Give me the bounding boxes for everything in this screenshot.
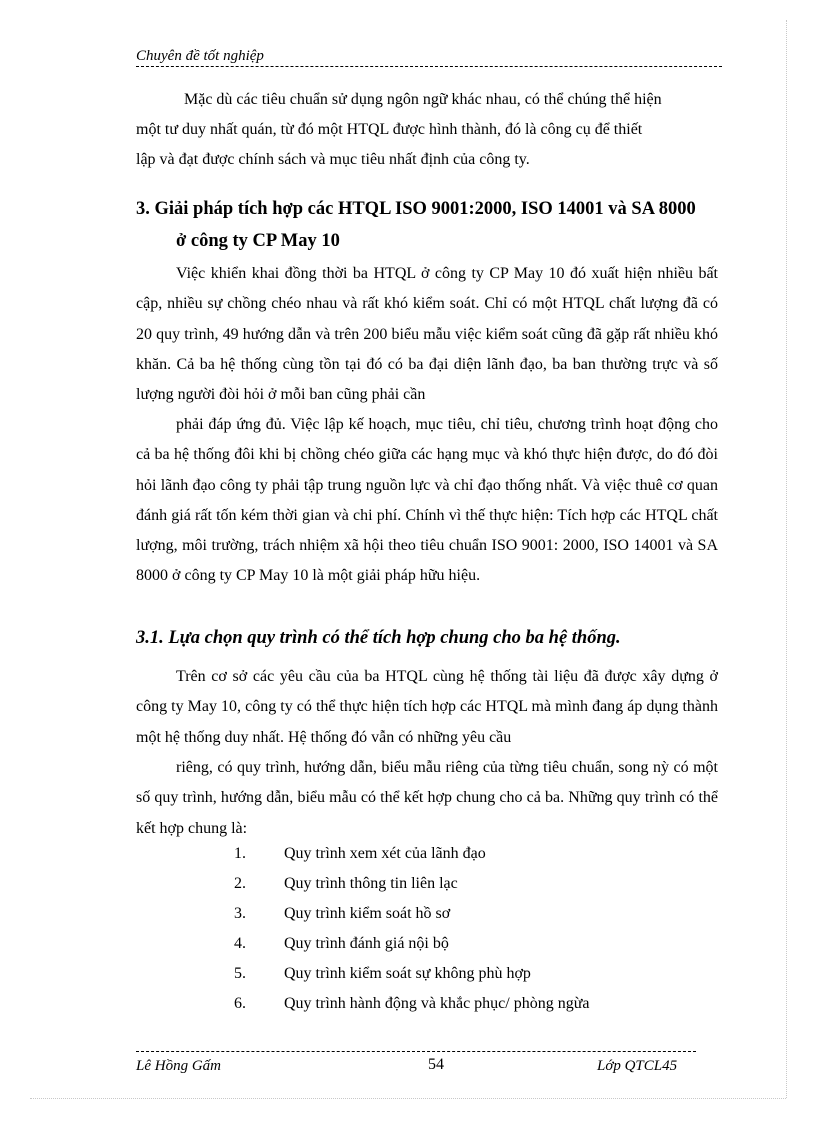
- section-3-1-paragraph-2: riêng, có quy trình, hướng dẫn, biểu mẫu riêng của từng tiêu chuẩn, song nỳ có một số quy trình, hướng dẫn, biểu mẫu có thể kết hợp chung cho cả ba. Những quy trình có thể kết hợp chung là:: [136, 759, 718, 837]
- list-text: Quy trình thông tin liên lạc: [284, 875, 458, 892]
- list-item: [234, 965, 531, 983]
- intro-line-3: lập và đạt được chính sách và mục tiêu nhất định của công ty.: [136, 151, 530, 168]
- section-3-paragraph-1: Việc khiển khai đồng thời ba HTQL ở công ty CP May 10 đó xuất hiện nhiều bất cập, nhiều sự chồng chéo nhau và rất khó kiểm soát. Chỉ có một HTQL chất lượng đã có 20 quy trình, 49 hướng dẫn và trên 200 biểu mẫu việc kiểm soát cũng đã gặp rất nhiều khó khăn. Cả ba hệ thống cùng tồn tại đó có ba đại diện lãnh đạo, ba ban thường trực và số lượng người đòi hỏi ở mỗi ban cũng phải cần: [136, 265, 718, 404]
- section-3-1-paragraph-1: Trên cơ sở các yêu cầu của ba HTQL cùng hệ thống tài liệu đã được xây dựng ở công ty May 10, công ty có thể thực hiện tích hợp các HTQL mà mình đang áp dụng thành một hệ thống duy nhất. Hệ thống đó vẫn có những yêu cầu: [136, 668, 718, 746]
- list-item: [234, 905, 450, 923]
- list-number: 5.: [234, 965, 246, 982]
- footer-class: Lớp QTCL45: [597, 1058, 678, 1074]
- section-3-heading-line-1: 3. Giải pháp tích hợp các HTQL ISO 9001:2000, ISO 14001 và SA 8000: [136, 199, 696, 219]
- list-text: Quy trình xem xét của lãnh đạo: [284, 845, 486, 862]
- footer-author: Lê Hồng Gấm: [136, 1058, 221, 1074]
- list-item: [234, 995, 590, 1013]
- list-item: [234, 935, 449, 953]
- list-text: Quy trình kiểm soát hồ sơ: [284, 905, 451, 922]
- page-number: 54: [428, 1056, 444, 1073]
- list-item: [234, 845, 486, 863]
- list-number: 3.: [234, 905, 246, 922]
- section-3-paragraph-2: phải đáp ứng đủ. Việc lập kế hoạch, mục tiêu, chỉ tiêu, chương trình hoạt động cho cả ba hệ thống đôi khi bị chồng chéo giữa các hạng mục và khó thực hiện được, do đó đòi hỏi lãnh đạo công ty phải tập trung nguồn lực và chỉ đạo thống nhất. Và việc thuê cơ quan đánh giá rất tốn kém thời gian và chi phí. Chính vì thế thực hiện: Tích hợp các HTQL chất lượng, môi trường, trách nhiệm xã hội theo tiêu chuẩn ISO 9001: 2000, ISO 14001 và SA 8000 ở công ty CP May 10 là một giải pháp hữu hiệu.: [136, 416, 718, 585]
- intro-line-2: một tư duy nhất quán, từ đó một HTQL được hình thành, đó là công cụ để thiết: [136, 121, 643, 138]
- list-text: Quy trình hành động và khắc phục/ phòng ngừa: [284, 995, 590, 1012]
- list-number: 6.: [234, 995, 246, 1012]
- running-header: Chuyên đề tốt nghiệp: [136, 48, 264, 64]
- list-number: 2.: [234, 875, 246, 892]
- list-number: 4.: [234, 935, 246, 952]
- header-divider: [136, 66, 722, 67]
- section-3-heading-line-2: ở công ty CP May 10: [176, 231, 340, 251]
- list-text: Quy trình kiểm soát sự không phù hợp: [284, 965, 531, 982]
- list-number: 1.: [234, 845, 246, 862]
- footer-divider: [136, 1051, 696, 1052]
- intro-line-1: Mặc dù các tiêu chuẩn sử dụng ngôn ngữ khác nhau, có thể chúng thể hiện: [184, 91, 662, 108]
- list-text: Quy trình đánh giá nội bộ: [284, 935, 449, 952]
- list-item: [234, 875, 458, 893]
- page-border-right: [786, 20, 787, 1098]
- section-3-1-heading: 3.1. Lựa chọn quy trình có thể tích hợp chung cho ba hệ thống.: [136, 628, 621, 648]
- page-border-bottom: [30, 1098, 786, 1099]
